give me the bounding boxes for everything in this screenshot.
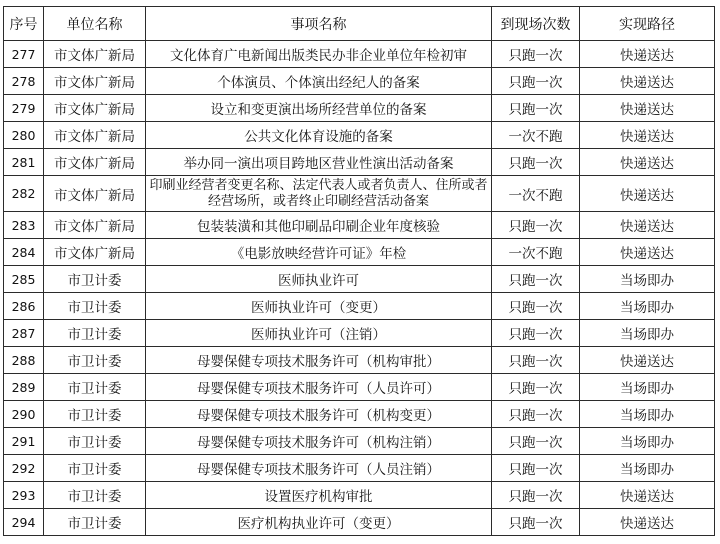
cell-serial-number: 281 — [4, 149, 44, 176]
cell-serial-number: 287 — [4, 320, 44, 347]
cell-visit-count: 只跑一次 — [492, 347, 580, 374]
cell-item-name: 设置医疗机构审批 — [146, 482, 492, 509]
cell-unit-name: 市卫计委 — [44, 509, 146, 536]
table-row — [4, 374, 715, 401]
table-row — [4, 347, 715, 374]
table-row — [4, 509, 715, 536]
cell-delivery-path: 快递送达 — [580, 41, 715, 68]
table-row — [4, 320, 715, 347]
cell-visit-count: 一次不跑 — [492, 239, 580, 266]
cell-item-name: 母婴保健专项技术服务许可（机构变更） — [146, 401, 492, 428]
cell-serial-number: 293 — [4, 482, 44, 509]
header-item-name: 事项名称 — [146, 7, 492, 41]
cell-serial-number: 294 — [4, 509, 44, 536]
cell-visit-count: 一次不跑 — [492, 122, 580, 149]
table-row — [4, 68, 715, 95]
table-row — [4, 149, 715, 176]
cell-item-name: 医师执业许可（注销） — [146, 320, 492, 347]
cell-item-name: 母婴保健专项技术服务许可（人员注销） — [146, 455, 492, 482]
cell-delivery-path: 快递送达 — [580, 68, 715, 95]
cell-item-name: 包装装潢和其他印刷品印刷企业年度核验 — [146, 212, 492, 239]
cell-delivery-path: 快递送达 — [580, 212, 715, 239]
cell-delivery-path: 快递送达 — [580, 122, 715, 149]
cell-delivery-path: 当场即办 — [580, 428, 715, 455]
cell-unit-name: 市卫计委 — [44, 293, 146, 320]
table-header-row — [4, 7, 715, 41]
cell-item-name: 《电影放映经营许可证》年检 — [146, 239, 492, 266]
cell-unit-name: 市文体广新局 — [44, 68, 146, 95]
cell-visit-count: 只跑一次 — [492, 41, 580, 68]
cell-delivery-path: 快递送达 — [580, 176, 715, 212]
header-visit-count: 到现场次数 — [492, 7, 580, 41]
cell-unit-name: 市文体广新局 — [44, 176, 146, 212]
table-body — [4, 41, 715, 536]
cell-unit-name: 市文体广新局 — [44, 95, 146, 122]
cell-unit-name: 市文体广新局 — [44, 41, 146, 68]
cell-serial-number: 285 — [4, 266, 44, 293]
cell-delivery-path: 快递送达 — [580, 95, 715, 122]
cell-item-name: 设立和变更演出场所经营单位的备案 — [146, 95, 492, 122]
table-row — [4, 266, 715, 293]
cell-delivery-path: 快递送达 — [580, 509, 715, 536]
cell-item-name: 公共文化体育设施的备案 — [146, 122, 492, 149]
cell-serial-number: 290 — [4, 401, 44, 428]
cell-delivery-path: 当场即办 — [580, 320, 715, 347]
cell-visit-count: 只跑一次 — [492, 455, 580, 482]
cell-delivery-path: 快递送达 — [580, 347, 715, 374]
header-delivery-path: 实现路径 — [580, 7, 715, 41]
cell-visit-count: 只跑一次 — [492, 212, 580, 239]
cell-unit-name: 市文体广新局 — [44, 212, 146, 239]
cell-visit-count: 只跑一次 — [492, 374, 580, 401]
table-row — [4, 41, 715, 68]
cell-delivery-path: 当场即办 — [580, 401, 715, 428]
cell-visit-count: 只跑一次 — [492, 266, 580, 293]
table-row — [4, 212, 715, 239]
cell-delivery-path: 当场即办 — [580, 374, 715, 401]
table-row — [4, 482, 715, 509]
cell-item-name: 举办同一演出项目跨地区营业性演出活动备案 — [146, 149, 492, 176]
cell-item-name: 医师执业许可（变更） — [146, 293, 492, 320]
cell-serial-number: 288 — [4, 347, 44, 374]
table-row — [4, 455, 715, 482]
cell-delivery-path: 当场即办 — [580, 455, 715, 482]
cell-visit-count: 只跑一次 — [492, 509, 580, 536]
cell-unit-name: 市卫计委 — [44, 266, 146, 293]
cell-unit-name: 市卫计委 — [44, 401, 146, 428]
cell-item-name: 印刷业经营者变更名称、法定代表人或者负责人、住所或者经营场所，或者终止印刷经营活动备案 — [146, 176, 492, 212]
cell-item-name: 医师执业许可 — [146, 266, 492, 293]
cell-item-name: 母婴保健专项技术服务许可（人员许可） — [146, 374, 492, 401]
cell-serial-number: 286 — [4, 293, 44, 320]
header-unit-name: 单位名称 — [44, 7, 146, 41]
table-row — [4, 401, 715, 428]
cell-unit-name: 市卫计委 — [44, 347, 146, 374]
cell-visit-count: 只跑一次 — [492, 95, 580, 122]
table-row — [4, 428, 715, 455]
cell-serial-number: 279 — [4, 95, 44, 122]
cell-serial-number: 284 — [4, 239, 44, 266]
cell-visit-count: 只跑一次 — [492, 293, 580, 320]
cell-serial-number: 291 — [4, 428, 44, 455]
cell-unit-name: 市卫计委 — [44, 320, 146, 347]
service-items-table — [3, 6, 715, 536]
cell-unit-name: 市卫计委 — [44, 428, 146, 455]
cell-unit-name: 市卫计委 — [44, 374, 146, 401]
table-row — [4, 176, 715, 212]
cell-delivery-path: 当场即办 — [580, 293, 715, 320]
cell-visit-count: 只跑一次 — [492, 68, 580, 95]
header-serial-number: 序号 — [4, 7, 44, 41]
cell-serial-number: 289 — [4, 374, 44, 401]
cell-serial-number: 277 — [4, 41, 44, 68]
cell-item-name: 个体演员、个体演出经纪人的备案 — [146, 68, 492, 95]
cell-serial-number: 280 — [4, 122, 44, 149]
cell-item-name: 医疗机构执业许可（变更） — [146, 509, 492, 536]
cell-unit-name: 市卫计委 — [44, 482, 146, 509]
cell-delivery-path: 快递送达 — [580, 482, 715, 509]
cell-item-name: 母婴保健专项技术服务许可（机构注销） — [146, 428, 492, 455]
table-row — [4, 122, 715, 149]
cell-delivery-path: 当场即办 — [580, 266, 715, 293]
cell-visit-count: 只跑一次 — [492, 149, 580, 176]
cell-visit-count: 只跑一次 — [492, 401, 580, 428]
cell-serial-number: 283 — [4, 212, 44, 239]
cell-visit-count: 一次不跑 — [492, 176, 580, 212]
cell-delivery-path: 快递送达 — [580, 239, 715, 266]
table-row — [4, 239, 715, 266]
cell-unit-name: 市卫计委 — [44, 455, 146, 482]
cell-unit-name: 市文体广新局 — [44, 122, 146, 149]
cell-unit-name: 市文体广新局 — [44, 239, 146, 266]
cell-item-name: 文化体育广电新闻出版类民办非企业单位年检初审 — [146, 41, 492, 68]
table-row — [4, 293, 715, 320]
cell-serial-number: 278 — [4, 68, 44, 95]
cell-serial-number: 282 — [4, 176, 44, 212]
cell-unit-name: 市文体广新局 — [44, 149, 146, 176]
cell-item-name: 母婴保健专项技术服务许可（机构审批） — [146, 347, 492, 374]
table-row — [4, 95, 715, 122]
cell-visit-count: 只跑一次 — [492, 428, 580, 455]
cell-serial-number: 292 — [4, 455, 44, 482]
cell-visit-count: 只跑一次 — [492, 320, 580, 347]
cell-delivery-path: 快递送达 — [580, 149, 715, 176]
cell-visit-count: 只跑一次 — [492, 482, 580, 509]
